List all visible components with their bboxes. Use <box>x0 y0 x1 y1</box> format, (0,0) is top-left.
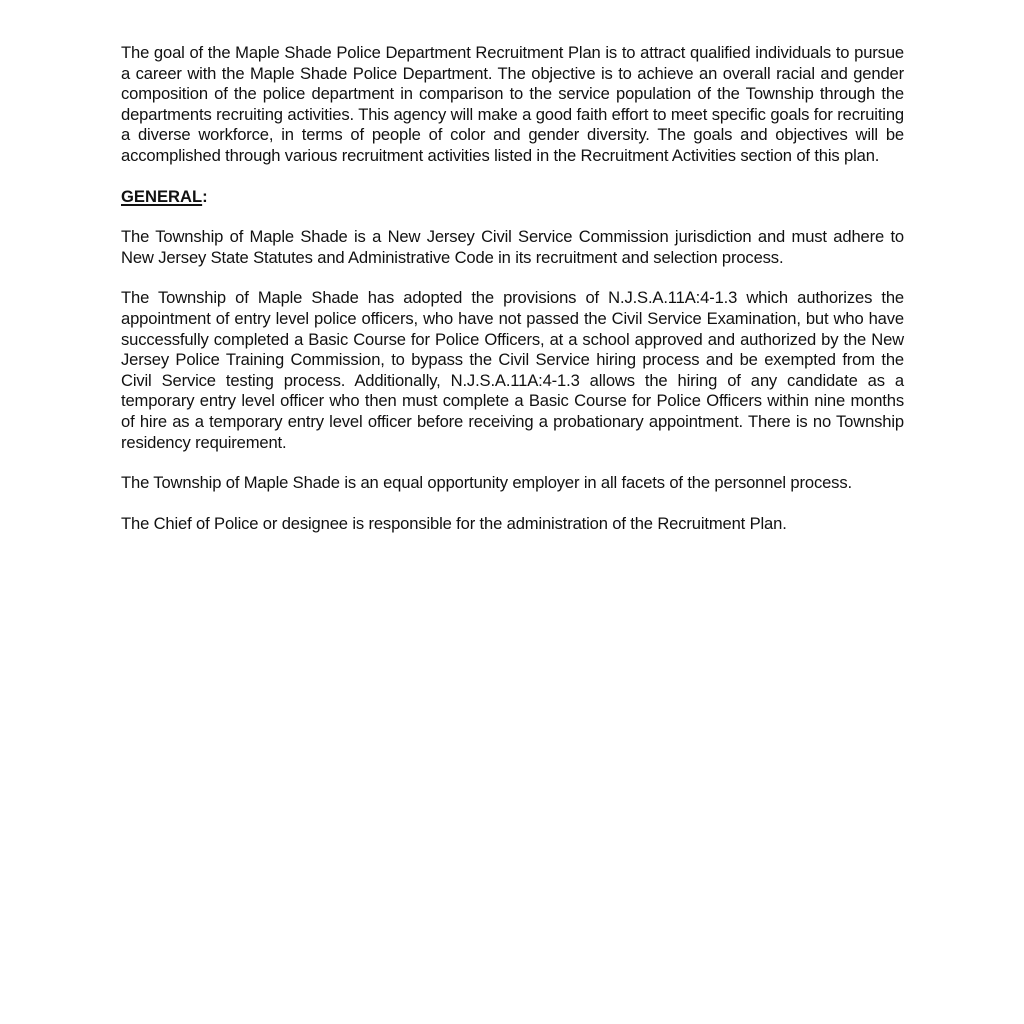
section-heading-general <box>121 187 904 208</box>
intro-paragraph: The goal of the Maple Shade Police Department Recruitment Plan is to attract qualified individuals to pursue a career with the Maple Shade Police Department. The objective is to achieve an overall racial and gender composition of the police department in comparison to the service population of the Township through the departments recruiting activities. This agency will make a good faith effort to meet specific goals for recruiting a diverse workforce, in terms of people of color and gender diversity. The goals and objectives will be accomplished through various recruitment activities listed in the Recruitment Activities section of this plan. <box>121 43 904 165</box>
section-heading-colon: : <box>202 186 208 206</box>
paragraph-equal-opportunity: The Township of Maple Shade is an equal opportunity employer in all facets of the personnel process. <box>121 473 852 493</box>
document-page <box>121 43 904 554</box>
paragraph-njsa-provisions: The Township of Maple Shade has adopted the provisions of N.J.S.A.11A:4-1.3 which authorizes the appointment of entry level police officers, who have not passed the Civil Service Examination, but who have successfully completed a Basic Course for Police Officers, at a school approved and authorized by the New Jersey Police Training Commission, to bypass the Civil Service hiring process and be exempted from the Civil Service testing process. Additionally, N.J.S.A.11A:4-1.3 allows the hiring of any candidate as a temporary entry level officer who then must complete a Basic Course for Police Officers within nine months of hire as a temporary entry level officer before receiving a probationary appointment. There is no Township residency requirement. <box>121 288 904 452</box>
paragraph-civil-service-jurisdiction: The Township of Maple Shade is a New Jersey Civil Service Commission jurisdiction and must adhere to New Jersey State Statutes and Administrative Code in its recruitment and selection process. <box>121 227 904 267</box>
section-heading-text: GENERAL <box>121 186 203 206</box>
paragraph-chief-responsibility: The Chief of Police or designee is responsible for the administration of the Recruitment Plan. <box>121 513 787 533</box>
